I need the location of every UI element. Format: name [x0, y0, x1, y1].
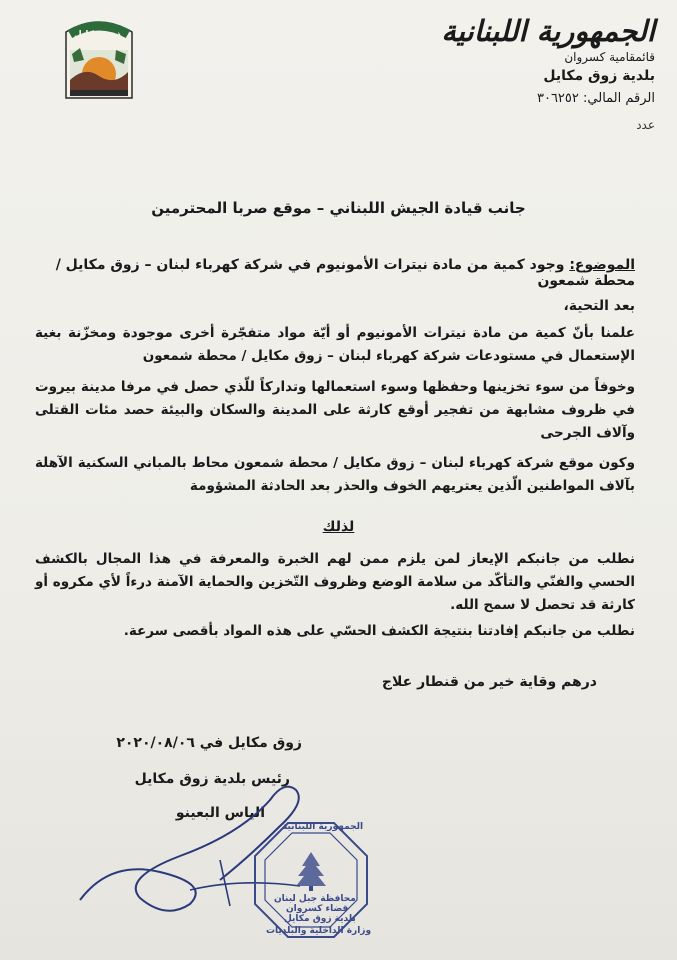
- paragraph-2: وخوفاً من سوء تخزينها وحفظها وسوء استعمالها وتداركاً للّذي حصل في مرفا مدينة بيروت في ظروف مشابهة من تفجير أوقع كارثة على المدينة والسكان والبيئة حصد مئات القتلى وآلاف الجرحى: [35, 379, 635, 441]
- letterhead: [395, 14, 655, 132]
- signature-name: الياس البعينو: [175, 805, 265, 821]
- municipality-logo: [60, 10, 138, 102]
- subject-text: وجود كمية من مادة نيترات الأمونيوم في شركة كهرباء لبنان – زوق مكايل / محطة شمعون: [55, 257, 635, 289]
- republic-heading: الجمهورية اللبنانية: [441, 14, 655, 48]
- stamp-top-text: الجمهورية اللبنانية: [282, 822, 364, 832]
- logo-text: ذوق مكايل: [74, 30, 121, 40]
- signature-date: زوق مكايل في ٢٠٢٠/٠٨/٠٦: [116, 735, 302, 751]
- greeting: بعد التحية،: [563, 298, 635, 314]
- financial-number: الرقم المالي: ٣٠٦٢٥٢: [536, 91, 655, 106]
- municipality-line: بلدية زوق مكايل: [543, 68, 655, 84]
- stamp-middle-text: محافظة جبل لبنان: [274, 894, 356, 904]
- paragraph-3: وكون موقع شركة كهرباء لبنان – زوق مكايل / محطة شمعون محاط بالمباني السكنية الآهلة بآلاف المواطنين الّذين يعتريهم الخوف والحذر بعد الحادثة المشؤومة: [35, 455, 635, 494]
- paragraph-1: علمنا بأنّ كمية من مادة نيترات الأمونيوم أو أيّة مواد متفجّرة أخرى موجودة ومخزّنة بغية الإستعمال في مستودعات شركة كهرباء لبنان – زوق مكايل / محطة شمعون: [35, 325, 635, 364]
- stamp-district-text: قضاء كسروان: [286, 904, 349, 914]
- therefore-heading: لذلك: [322, 519, 355, 535]
- reference-number-label: عدد: [636, 118, 655, 132]
- signature-title: رئيس بلدية زوق مكايل: [134, 771, 290, 787]
- subject-label: الموضوع:: [569, 257, 635, 273]
- subject-line: [35, 257, 635, 289]
- recipient-line: جانب قيادة الجيش اللبناني – موقع صربا المحترمين: [151, 199, 526, 217]
- closing-proverb: درهم وقاية خير من قنطار علاج: [381, 674, 597, 690]
- stamp-municipality-text: بلدية زوق مكايل: [284, 914, 356, 924]
- governorate-line: قائمقامية كسروان: [564, 50, 655, 64]
- official-stamp: [252, 820, 370, 940]
- request-1: نطلب من جانبكم الإيعاز لمن يلزم ممن لهم الخبرة والمعرفة في هذا المجال بالكشف الحسي والفنّي والتأكّد من سلامة الوضع وظروف التّخزين والحماية الآمنة درءاً لأي مكروه أو كارثة قد تحصل لا سمح الله.: [35, 551, 635, 613]
- stamp-bottom-text: وزارة الداخلية والبلديات: [266, 926, 372, 936]
- logo-emblem-icon: [60, 10, 138, 102]
- request-2: نطلب من جانبكم إفادتنا بنتيجة الكشف الحسّي على هذه المواد بأقصى سرعة.: [123, 623, 635, 639]
